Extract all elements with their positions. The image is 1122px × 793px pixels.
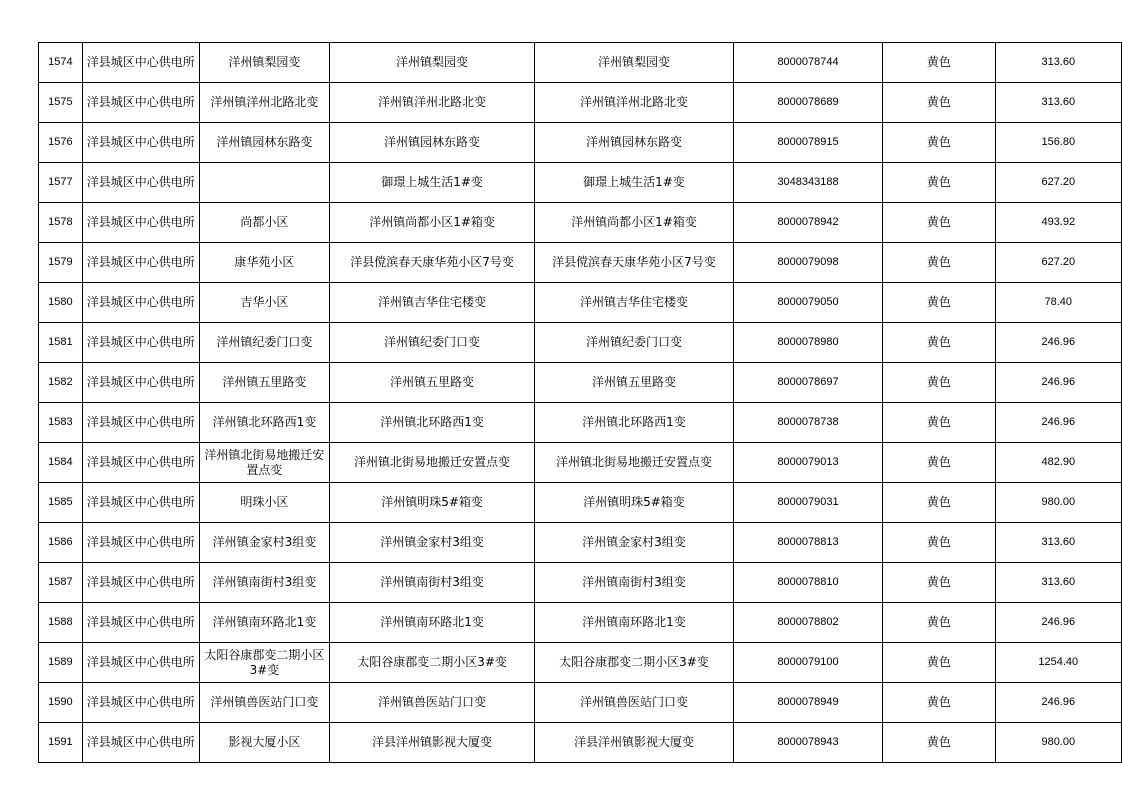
cell-area: 洋州镇南环路北1变: [199, 603, 329, 643]
cell-code: 8000078697: [733, 363, 882, 403]
table-body: [39, 43, 1122, 763]
cell-code: 8000078689: [733, 83, 882, 123]
cell-supply-unit: 洋县城区中心供电所: [82, 483, 199, 523]
cell-row-number: 1587: [39, 563, 83, 603]
cell-amount: 980.00: [995, 483, 1121, 523]
cell-station-name: 洋州镇金家村3组变: [535, 523, 734, 563]
cell-transformer-name: 洋州镇园林东路变: [330, 123, 535, 163]
cell-transformer-name: 洋州镇尚都小区1#箱变: [330, 203, 535, 243]
cell-station-name: 洋州镇洋州北路北变: [535, 83, 734, 123]
cell-row-number: 1576: [39, 123, 83, 163]
cell-color-level: 黄色: [883, 243, 995, 283]
cell-row-number: 1578: [39, 203, 83, 243]
cell-supply-unit: 洋县城区中心供电所: [82, 563, 199, 603]
cell-supply-unit: 洋县城区中心供电所: [82, 443, 199, 483]
cell-transformer-name: 洋州镇南环路北1变: [330, 603, 535, 643]
cell-supply-unit: 洋县城区中心供电所: [82, 203, 199, 243]
cell-transformer-name: 洋州镇梨园变: [330, 43, 535, 83]
table-row: [39, 243, 1122, 283]
cell-transformer-name: 洋州镇洋州北路北变: [330, 83, 535, 123]
cell-station-name: 洋州镇北街易地搬迁安置点变: [535, 443, 734, 483]
cell-code: 8000078802: [733, 603, 882, 643]
cell-area: 洋州镇洋州北路北变: [199, 83, 329, 123]
cell-color-level: 黄色: [883, 163, 995, 203]
cell-row-number: 1579: [39, 243, 83, 283]
cell-area: 吉华小区: [199, 283, 329, 323]
cell-area: 明珠小区: [199, 483, 329, 523]
cell-area: 康华苑小区: [199, 243, 329, 283]
table-row: [39, 123, 1122, 163]
table-row: [39, 163, 1122, 203]
cell-row-number: 1584: [39, 443, 83, 483]
cell-transformer-name: 洋州镇金家村3组变: [330, 523, 535, 563]
cell-transformer-name: 洋州镇纪委门口变: [330, 323, 535, 363]
cell-area: 影视大厦小区: [199, 723, 329, 763]
table-row: [39, 723, 1122, 763]
cell-amount: 78.40: [995, 283, 1121, 323]
cell-amount: 246.96: [995, 363, 1121, 403]
cell-color-level: 黄色: [883, 83, 995, 123]
table-row: [39, 483, 1122, 523]
cell-amount: 493.92: [995, 203, 1121, 243]
cell-supply-unit: 洋县城区中心供电所: [82, 723, 199, 763]
cell-color-level: 黄色: [883, 723, 995, 763]
cell-amount: 313.60: [995, 43, 1121, 83]
cell-color-level: 黄色: [883, 643, 995, 683]
cell-color-level: 黄色: [883, 123, 995, 163]
cell-row-number: 1591: [39, 723, 83, 763]
cell-area: [199, 163, 329, 203]
cell-color-level: 黄色: [883, 683, 995, 723]
cell-color-level: 黄色: [883, 523, 995, 563]
cell-supply-unit: 洋县城区中心供电所: [82, 523, 199, 563]
cell-transformer-name: 洋州镇北街易地搬迁安置点变: [330, 443, 535, 483]
cell-color-level: 黄色: [883, 363, 995, 403]
cell-station-name: 洋州镇吉华住宅楼变: [535, 283, 734, 323]
cell-transformer-name: 洋州镇兽医站门口变: [330, 683, 535, 723]
cell-amount: 246.96: [995, 323, 1121, 363]
cell-code: 8000079013: [733, 443, 882, 483]
cell-supply-unit: 洋县城区中心供电所: [82, 643, 199, 683]
cell-row-number: 1574: [39, 43, 83, 83]
cell-transformer-name: 洋州镇五里路变: [330, 363, 535, 403]
cell-color-level: 黄色: [883, 203, 995, 243]
cell-area: 洋州镇北环路西1变: [199, 403, 329, 443]
cell-row-number: 1580: [39, 283, 83, 323]
cell-code: 8000079100: [733, 643, 882, 683]
cell-station-name: 洋州镇梨园变: [535, 43, 734, 83]
cell-code: 8000079050: [733, 283, 882, 323]
cell-supply-unit: 洋县城区中心供电所: [82, 683, 199, 723]
cell-row-number: 1581: [39, 323, 83, 363]
cell-area: 洋州镇北街易地搬迁安置点变: [199, 443, 329, 483]
cell-row-number: 1575: [39, 83, 83, 123]
cell-code: 8000078810: [733, 563, 882, 603]
cell-area: 洋州镇金家村3组变: [199, 523, 329, 563]
cell-code: 8000078943: [733, 723, 882, 763]
cell-code: 8000078813: [733, 523, 882, 563]
cell-color-level: 黄色: [883, 283, 995, 323]
cell-row-number: 1577: [39, 163, 83, 203]
table-row: [39, 403, 1122, 443]
cell-color-level: 黄色: [883, 443, 995, 483]
cell-row-number: 1585: [39, 483, 83, 523]
cell-code: 3048343188: [733, 163, 882, 203]
cell-transformer-name: 洋县傥滨春天康华苑小区7号变: [330, 243, 535, 283]
cell-code: 8000079098: [733, 243, 882, 283]
cell-amount: 627.20: [995, 243, 1121, 283]
cell-area: 洋州镇五里路变: [199, 363, 329, 403]
cell-transformer-name: 太阳谷康郡变二期小区3#变: [330, 643, 535, 683]
cell-amount: 313.60: [995, 563, 1121, 603]
table-row: [39, 203, 1122, 243]
cell-code: 8000078744: [733, 43, 882, 83]
table-row: [39, 683, 1122, 723]
table-row: [39, 43, 1122, 83]
cell-code: 8000078942: [733, 203, 882, 243]
cell-transformer-name: 洋州镇明珠5#箱变: [330, 483, 535, 523]
cell-transformer-name: 洋州镇北环路西1变: [330, 403, 535, 443]
cell-transformer-name: 御璟上城生活1#变: [330, 163, 535, 203]
cell-station-name: 洋州镇园林东路变: [535, 123, 734, 163]
cell-station-name: 太阳谷康郡变二期小区3#变: [535, 643, 734, 683]
cell-area: 洋州镇纪委门口变: [199, 323, 329, 363]
cell-station-name: 御璟上城生活1#变: [535, 163, 734, 203]
cell-code: 8000078949: [733, 683, 882, 723]
cell-station-name: 洋州镇五里路变: [535, 363, 734, 403]
cell-supply-unit: 洋县城区中心供电所: [82, 363, 199, 403]
cell-station-name: 洋州镇纪委门口变: [535, 323, 734, 363]
cell-station-name: 洋县洋州镇影视大厦变: [535, 723, 734, 763]
cell-transformer-name: 洋州镇南街村3组变: [330, 563, 535, 603]
data-table: [38, 42, 1122, 763]
cell-area: 太阳谷康郡变二期小区3#变: [199, 643, 329, 683]
cell-row-number: 1589: [39, 643, 83, 683]
table-row: [39, 563, 1122, 603]
cell-station-name: 洋州镇北环路西1变: [535, 403, 734, 443]
table-row: [39, 523, 1122, 563]
cell-supply-unit: 洋县城区中心供电所: [82, 283, 199, 323]
cell-supply-unit: 洋县城区中心供电所: [82, 163, 199, 203]
cell-area: 洋州镇园林东路变: [199, 123, 329, 163]
cell-amount: 246.96: [995, 683, 1121, 723]
cell-station-name: 洋州镇尚都小区1#箱变: [535, 203, 734, 243]
cell-station-name: 洋州镇明珠5#箱变: [535, 483, 734, 523]
cell-transformer-name: 洋县洋州镇影视大厦变: [330, 723, 535, 763]
cell-color-level: 黄色: [883, 563, 995, 603]
cell-amount: 246.96: [995, 603, 1121, 643]
cell-transformer-name: 洋州镇吉华住宅楼变: [330, 283, 535, 323]
cell-code: 8000078915: [733, 123, 882, 163]
cell-supply-unit: 洋县城区中心供电所: [82, 243, 199, 283]
cell-area: 洋州镇兽医站门口变: [199, 683, 329, 723]
cell-amount: 246.96: [995, 403, 1121, 443]
table-row: [39, 283, 1122, 323]
cell-station-name: 洋州镇南街村3组变: [535, 563, 734, 603]
cell-row-number: 1588: [39, 603, 83, 643]
cell-color-level: 黄色: [883, 603, 995, 643]
cell-color-level: 黄色: [883, 323, 995, 363]
cell-supply-unit: 洋县城区中心供电所: [82, 83, 199, 123]
cell-supply-unit: 洋县城区中心供电所: [82, 403, 199, 443]
cell-code: 8000078738: [733, 403, 882, 443]
cell-area: 尚都小区: [199, 203, 329, 243]
cell-area: 洋州镇梨园变: [199, 43, 329, 83]
cell-code: 8000079031: [733, 483, 882, 523]
cell-code: 8000078980: [733, 323, 882, 363]
cell-supply-unit: 洋县城区中心供电所: [82, 603, 199, 643]
cell-station-name: 洋县傥滨春天康华苑小区7号变: [535, 243, 734, 283]
cell-row-number: 1590: [39, 683, 83, 723]
table-row: [39, 323, 1122, 363]
cell-row-number: 1582: [39, 363, 83, 403]
cell-station-name: 洋州镇南环路北1变: [535, 603, 734, 643]
cell-supply-unit: 洋县城区中心供电所: [82, 123, 199, 163]
cell-amount: 313.60: [995, 523, 1121, 563]
table-row: [39, 83, 1122, 123]
cell-amount: 156.80: [995, 123, 1121, 163]
cell-amount: 1254.40: [995, 643, 1121, 683]
cell-supply-unit: 洋县城区中心供电所: [82, 323, 199, 363]
cell-supply-unit: 洋县城区中心供电所: [82, 43, 199, 83]
cell-area: 洋州镇南街村3组变: [199, 563, 329, 603]
cell-color-level: 黄色: [883, 43, 995, 83]
cell-row-number: 1586: [39, 523, 83, 563]
cell-color-level: 黄色: [883, 483, 995, 523]
cell-color-level: 黄色: [883, 403, 995, 443]
cell-amount: 313.60: [995, 83, 1121, 123]
cell-amount: 627.20: [995, 163, 1121, 203]
table-row: [39, 443, 1122, 483]
cell-row-number: 1583: [39, 403, 83, 443]
cell-station-name: 洋州镇兽医站门口变: [535, 683, 734, 723]
table-row: [39, 603, 1122, 643]
cell-amount: 980.00: [995, 723, 1121, 763]
table-row: [39, 643, 1122, 683]
cell-amount: 482.90: [995, 443, 1121, 483]
table-row: [39, 363, 1122, 403]
